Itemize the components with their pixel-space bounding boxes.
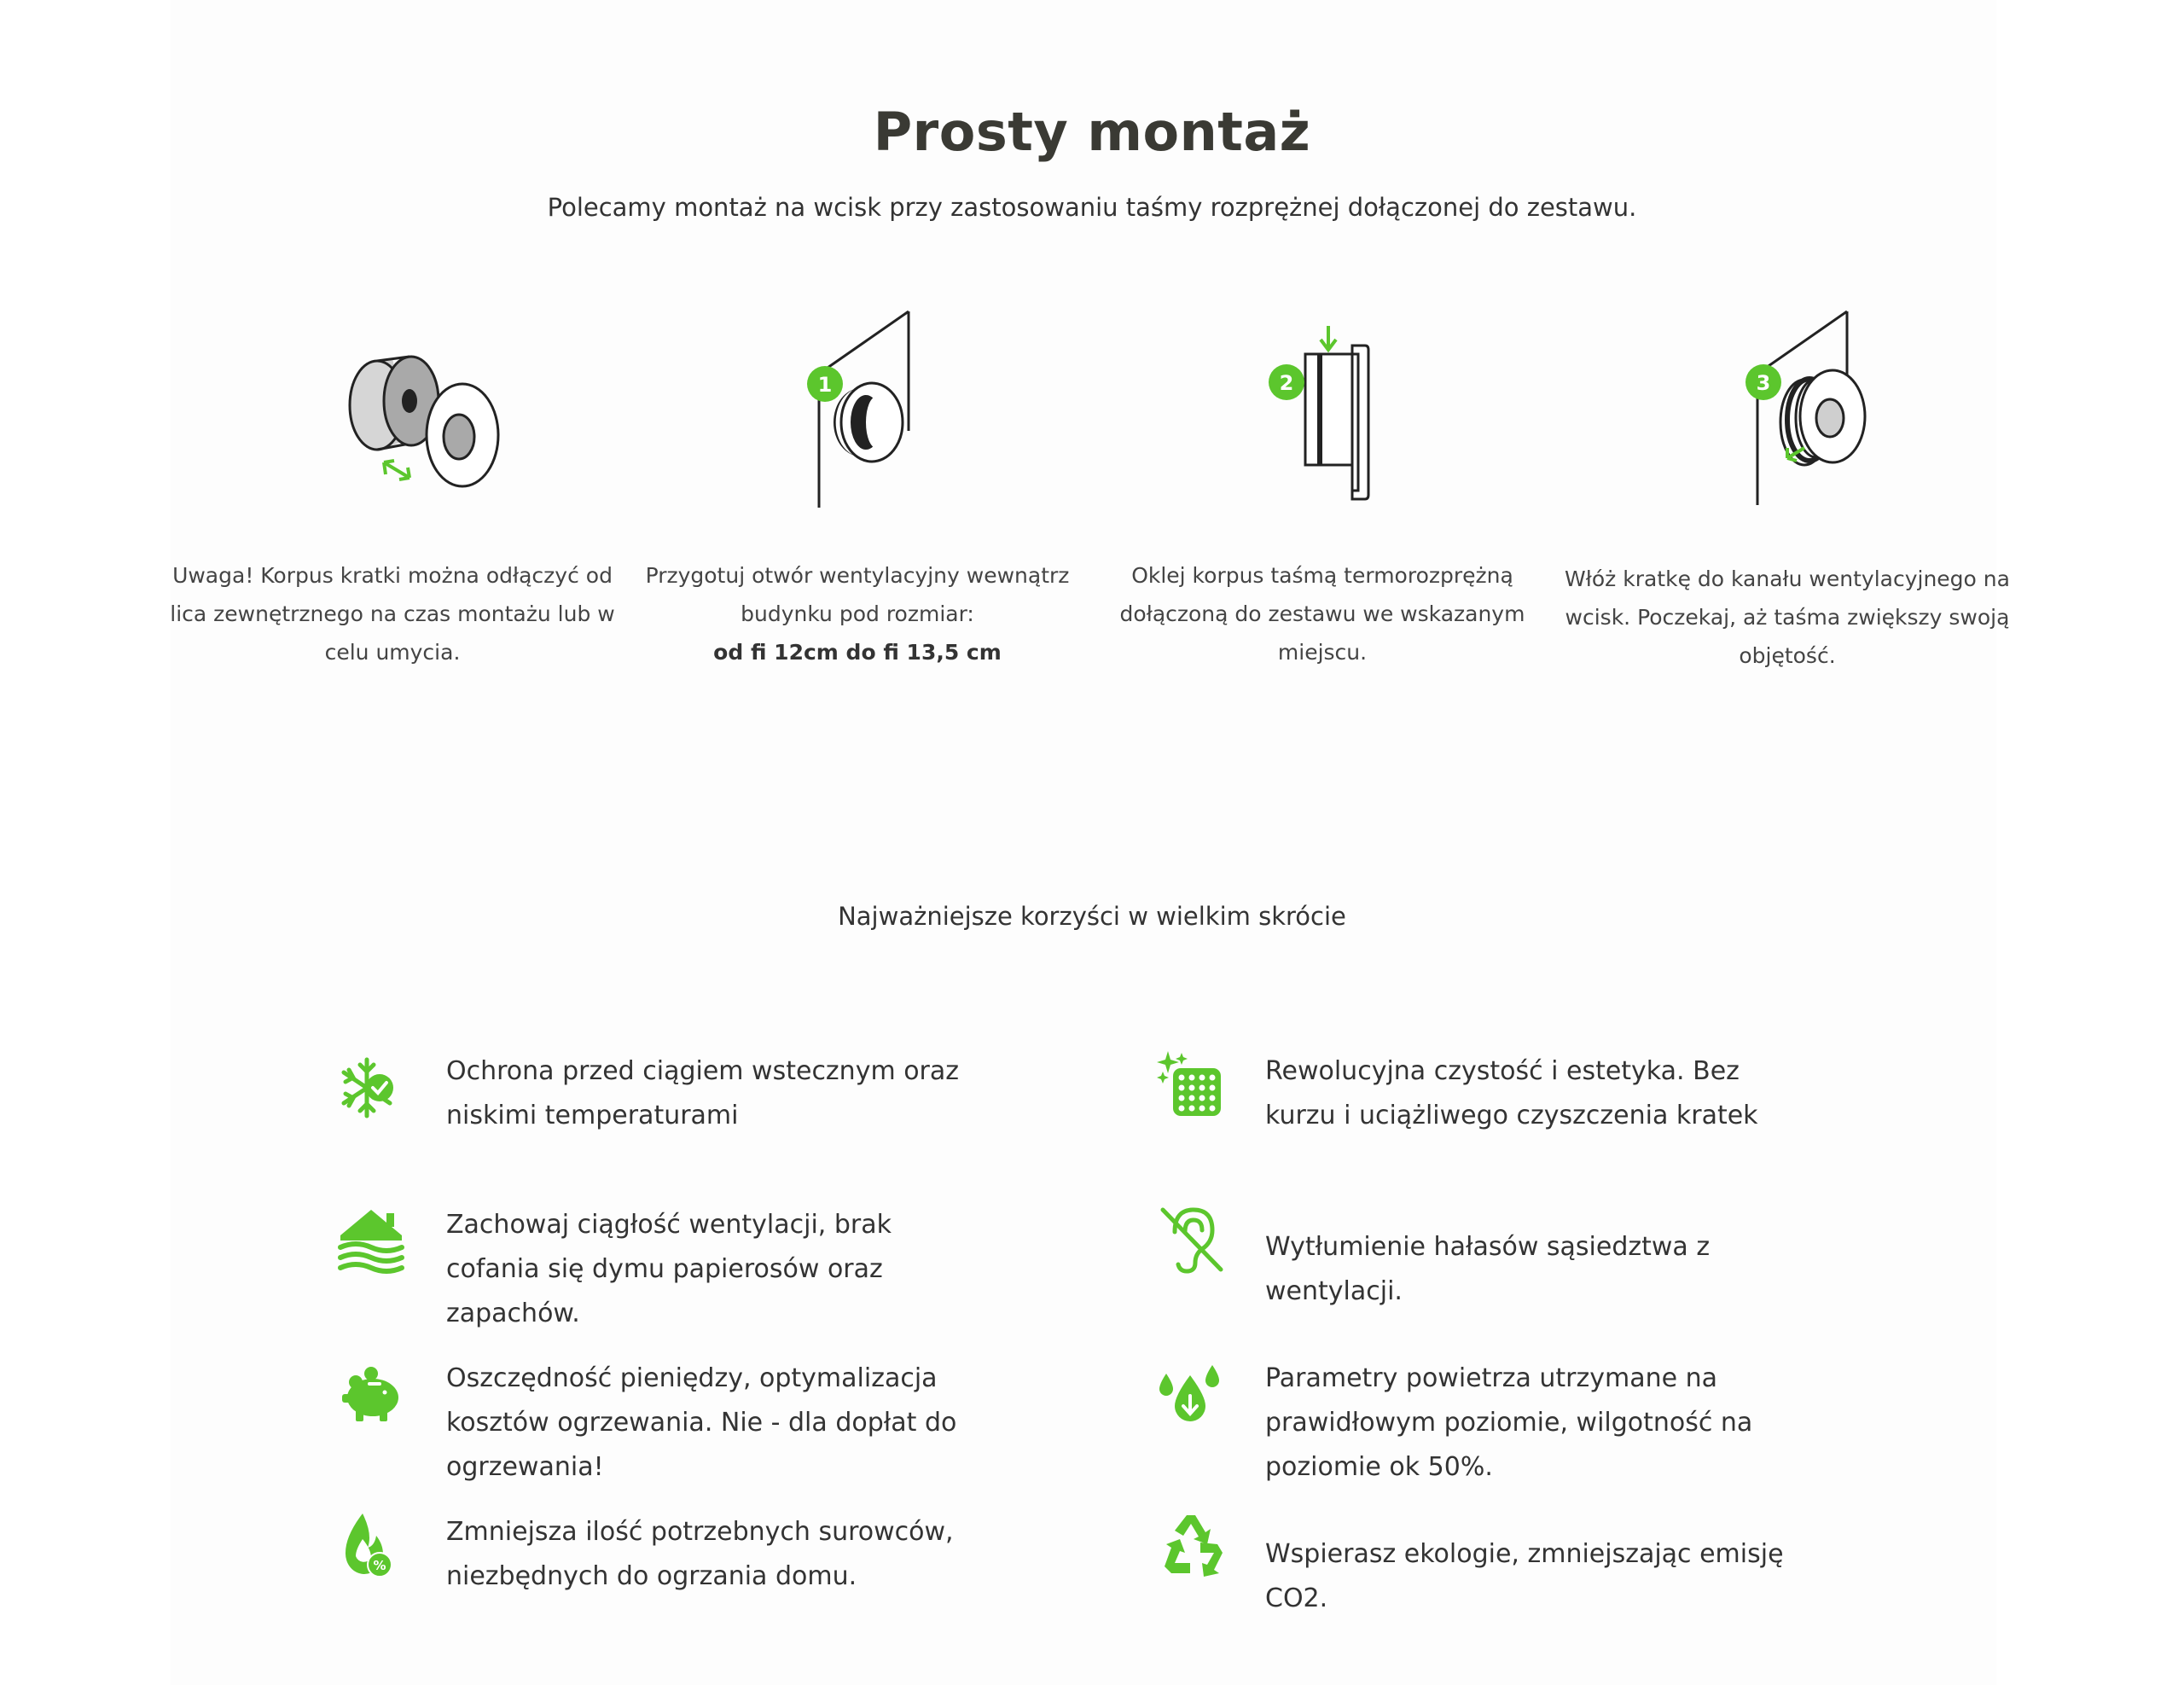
piggy-bank-icon <box>337 1357 414 1433</box>
benefit-text: Wspierasz ekologie, zmniejszając emisję CO2. <box>1265 1539 1784 1613</box>
step-description <box>1548 560 2026 675</box>
flame-percent-icon <box>337 1510 414 1587</box>
step-number: 3 <box>1756 371 1771 395</box>
install-step <box>1083 282 1561 691</box>
install-step <box>1548 282 2026 691</box>
insert-grille-illustration <box>1659 282 1915 520</box>
install-step <box>619 282 1096 691</box>
benefit-item <box>1156 1203 1804 1314</box>
section-subtitle: Polecamy montaż na wcisk przy zastosowaniu taśmy rozprężnej dołączonej do zestawu. <box>547 193 1637 222</box>
step-text: Przygotuj otwór wentylacyjny wewnątrz budynku pod rozmiar: <box>645 563 1070 626</box>
house-air-flow-icon <box>337 1203 414 1280</box>
tape-body-illustration <box>1194 282 1450 520</box>
benefit-item <box>337 1357 985 1482</box>
wall-hole-illustration <box>729 282 985 520</box>
step-description <box>619 556 1096 671</box>
step-text: Włóż kratkę do kanału wentylacyjnego na wcisk. Poczekaj, aż taśma zwiększy swoją objętość. <box>1565 567 2010 668</box>
grille-parts-illustration <box>264 282 520 520</box>
step-text: Oklej korpus taśmą termorozprężną dołączoną do zestawu we wskazanym miejscu. <box>1119 563 1525 665</box>
benefit-text: Zmniejsza ilość potrzebnych surowców, niezbędnych do ogrzania domu. <box>446 1517 954 1591</box>
benefit-text: Wytłumienie hałasów sąsiedztwa z wentylacji. <box>1265 1232 1711 1306</box>
benefits-heading: Najważniejsze korzyści w wielkim skrócie <box>838 902 1346 931</box>
section-title: Prosty montaż <box>873 101 1311 163</box>
step-text: Uwaga! Korpus kratki można odłączyć od lica zewnętrznego na czas montażu lub w celu umycia. <box>170 563 615 665</box>
recycle-icon <box>1156 1510 1233 1587</box>
step-description <box>154 556 631 671</box>
benefit-item <box>1156 1049 1804 1160</box>
step-description <box>1083 556 1561 671</box>
benefit-item <box>1156 1357 1804 1482</box>
install-step <box>154 282 631 691</box>
benefit-item <box>337 1510 985 1621</box>
benefit-item <box>337 1203 985 1328</box>
svg-text:%: % <box>373 1558 386 1573</box>
benefit-text: Rewolucyjna czystość i estetyka. Bez kurzu i uciążliwego czyszczenia kratek <box>1265 1056 1758 1130</box>
step-number: 1 <box>817 373 833 397</box>
step-number: 2 <box>1279 371 1294 395</box>
ear-muted-icon <box>1156 1203 1233 1280</box>
benefit-text: Zachowaj ciągłość wentylacji, brak cofania się dymu papierosów oraz zapachów. <box>446 1210 892 1328</box>
humidity-drops-icon <box>1156 1357 1233 1433</box>
benefit-item <box>337 1049 985 1160</box>
benefit-text: Oszczędność pieniędzy, optymalizacja kosztów ogrzewania. Nie - dla dopłat do ogrzewania! <box>446 1363 957 1482</box>
benefit-item <box>1156 1510 1804 1621</box>
install-steps <box>0 282 2184 691</box>
snowflake-check-icon <box>337 1049 414 1126</box>
benefit-text: Parametry powietrza utrzymane na prawidłowym poziomie, wilgotność na poziomie ok 50%. <box>1265 1363 1753 1482</box>
sparkle-grid-icon <box>1156 1049 1233 1126</box>
step-size-range: od fi 12cm do fi 13,5 cm <box>713 640 1002 665</box>
benefit-text: Ochrona przed ciągiem wstecznym oraz niskimi temperaturami <box>446 1056 960 1130</box>
